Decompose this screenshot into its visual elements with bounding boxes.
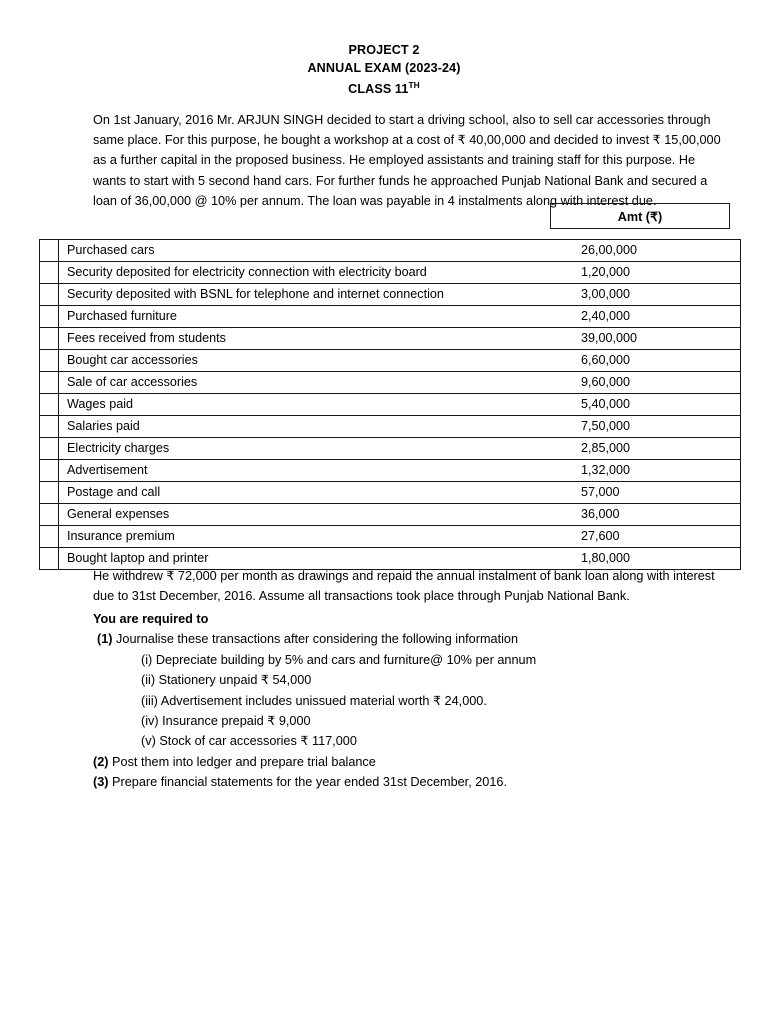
table-row: [40, 526, 741, 548]
requirement-item-2: [93, 752, 733, 772]
row-gutter-cell: [40, 482, 59, 504]
row-amount-value: 9,60,000: [581, 375, 631, 389]
table-row: [40, 328, 741, 350]
row-gutter-cell: [40, 350, 59, 372]
row-description-cell: Postage and call: [59, 482, 572, 504]
row-description-cell: Wages paid: [59, 394, 572, 416]
requirement-sub-iii-number: (iii): [141, 693, 158, 708]
row-amount-cell: [571, 262, 741, 284]
row-gutter-cell: [40, 284, 59, 306]
row-gutter-cell: [40, 240, 59, 262]
row-amount-cell: [571, 372, 741, 394]
requirement-item-3: [93, 772, 733, 792]
requirement-sub-ii-number: (ii): [141, 673, 156, 688]
row-amount-value: 1,80,000: [581, 551, 631, 565]
row-gutter-cell: [40, 416, 59, 438]
post-table-paragraph: He withdrew ₹ 72,000 per month as drawings and repaid the annual instalment of bank loan along with interest due to 31st December, 2016. Assume all transactions took place through Punjab National Bank.: [93, 568, 715, 604]
table-row: [40, 306, 741, 328]
row-gutter-cell: [40, 460, 59, 482]
row-amount-value: 1,32,000: [581, 463, 631, 477]
table-row: [40, 438, 741, 460]
row-amount-cell: [571, 416, 741, 438]
table-row: [40, 240, 741, 262]
requirement-sub-i-text: Depreciate building by 5% and cars and furniture@ 10% per annum: [155, 652, 537, 667]
row-gutter-cell: [40, 372, 59, 394]
row-gutter-cell: [40, 262, 59, 284]
row-amount-value: 1,20,000: [581, 265, 631, 279]
row-description-cell: Salaries paid: [59, 416, 572, 438]
row-amount-value: 57,000: [581, 485, 620, 499]
table-row: [40, 262, 741, 284]
requirement-item-2-number: (2): [93, 754, 109, 769]
requirement-sub-iv-text: Insurance prepaid ₹ 9,000: [162, 714, 311, 729]
table-row: [40, 394, 741, 416]
row-amount-cell: [571, 240, 741, 262]
requirement-sub-ii-text: Stationery unpaid ₹ 54,000: [158, 673, 312, 688]
row-amount-cell: [571, 306, 741, 328]
table-row: [40, 350, 741, 372]
row-description-cell: Sale of car accessories: [59, 372, 572, 394]
row-amount-cell: [571, 504, 741, 526]
intro-paragraph: On 1st January, 2016 Mr. ARJUN SINGH decided to start a driving school, also to sell car accessories through same place. For this purpose, he bought a workshop at a cost of ₹ 40,00,000 and decided to invest ₹ 15,00,000 as a further capital in the proposed business. He employed assistants and training staff for this purpose. He wants to start with 5 second hand cars. For further funds he approached Punjab National Bank and secured a loan of 36,00,000 @ 10% per annum. The loan was payable in 4 instalments along with interest due.: [93, 112, 721, 208]
requirement-sub-i-number: (i): [141, 652, 153, 667]
row-gutter-cell: [40, 548, 59, 570]
row-description-cell: Fees received from students: [59, 328, 572, 350]
requirement-sub-v-number: (v): [141, 734, 156, 749]
table-row: [40, 284, 741, 306]
requirement-sub-i: [93, 650, 733, 670]
row-amount-cell: [571, 350, 741, 372]
row-amount-value: 2,85,000: [581, 441, 631, 455]
row-description-cell: Security deposited with BSNL for telephone and internet connection: [59, 284, 572, 306]
row-amount-cell: [571, 394, 741, 416]
requirement-item-1: [93, 629, 733, 649]
document-title-block: [0, 42, 768, 99]
row-amount-value: 36,000: [581, 507, 620, 521]
table-row: [40, 372, 741, 394]
row-gutter-cell: [40, 306, 59, 328]
row-description-cell: Bought laptop and printer: [59, 548, 572, 570]
table-row: [40, 482, 741, 504]
row-amount-value: 7,50,000: [581, 419, 631, 433]
requirement-sub-iii: [93, 691, 733, 711]
requirement-sub-iv-number: (iv): [141, 714, 159, 729]
row-gutter-cell: [40, 504, 59, 526]
requirement-sub-iv: [93, 711, 733, 731]
row-description-cell: General expenses: [59, 504, 572, 526]
title-exam: ANNUAL EXAM (2023-24): [307, 60, 461, 75]
row-description-cell: Advertisement: [59, 460, 572, 482]
row-gutter-cell: [40, 438, 59, 460]
title-project: PROJECT 2: [348, 43, 420, 57]
requirement-item-1-text: Journalise these transactions after considering the following information: [116, 632, 519, 647]
title-class-ordinal-suffix: TH: [408, 80, 420, 90]
requirement-sub-iii-text: Advertisement includes unissued material worth ₹ 24,000.: [160, 693, 487, 708]
row-amount-value: 39,00,000: [581, 331, 638, 345]
amount-column-header-label: Amt (₹): [617, 209, 663, 224]
row-amount-value: 27,600: [581, 529, 620, 543]
row-gutter-cell: [40, 394, 59, 416]
requirement-sub-ii: [93, 670, 733, 690]
row-amount-value: 2,40,000: [581, 309, 631, 323]
requirement-sub-v: [93, 731, 733, 751]
row-description-cell: Electricity charges: [59, 438, 572, 460]
title-class: [0, 77, 768, 99]
row-amount-value: 3,00,000: [581, 287, 631, 301]
table-row: [40, 504, 741, 526]
row-amount-cell: [571, 482, 741, 504]
row-description-cell: Bought car accessories: [59, 350, 572, 372]
requirements-heading: You are required to: [93, 612, 209, 626]
requirements-block: [93, 609, 733, 793]
transactions-table: [39, 239, 741, 570]
transactions-table-body: [40, 240, 741, 570]
row-amount-cell: [571, 460, 741, 482]
row-amount-value: 6,60,000: [581, 353, 631, 367]
title-class-text: CLASS 11: [348, 82, 409, 96]
row-description-cell: Security deposited for electricity connection with electricity board: [59, 262, 572, 284]
row-amount-cell: [571, 526, 741, 548]
row-amount-cell: [571, 328, 741, 350]
requirement-item-1-number: (1): [97, 632, 113, 647]
requirement-item-3-number: (3): [93, 775, 109, 790]
row-description-cell: Purchased cars: [59, 240, 572, 262]
row-description-cell: Insurance premium: [59, 526, 572, 548]
requirement-item-3-text: Prepare financial statements for the year ended 31st December, 2016.: [112, 775, 508, 790]
row-gutter-cell: [40, 328, 59, 350]
row-amount-value: 26,00,000: [581, 243, 638, 257]
requirement-item-2-text: Post them into ledger and prepare trial balance: [112, 754, 376, 769]
row-description-cell: Purchased furniture: [59, 306, 572, 328]
requirement-sub-v-text: Stock of car accessories ₹ 117,000: [159, 734, 357, 749]
row-amount-cell: [571, 438, 741, 460]
table-row: [40, 416, 741, 438]
table-row: [40, 460, 741, 482]
row-gutter-cell: [40, 526, 59, 548]
row-amount-value: 5,40,000: [581, 397, 631, 411]
amount-column-header-box: [550, 203, 730, 229]
row-amount-cell: [571, 284, 741, 306]
